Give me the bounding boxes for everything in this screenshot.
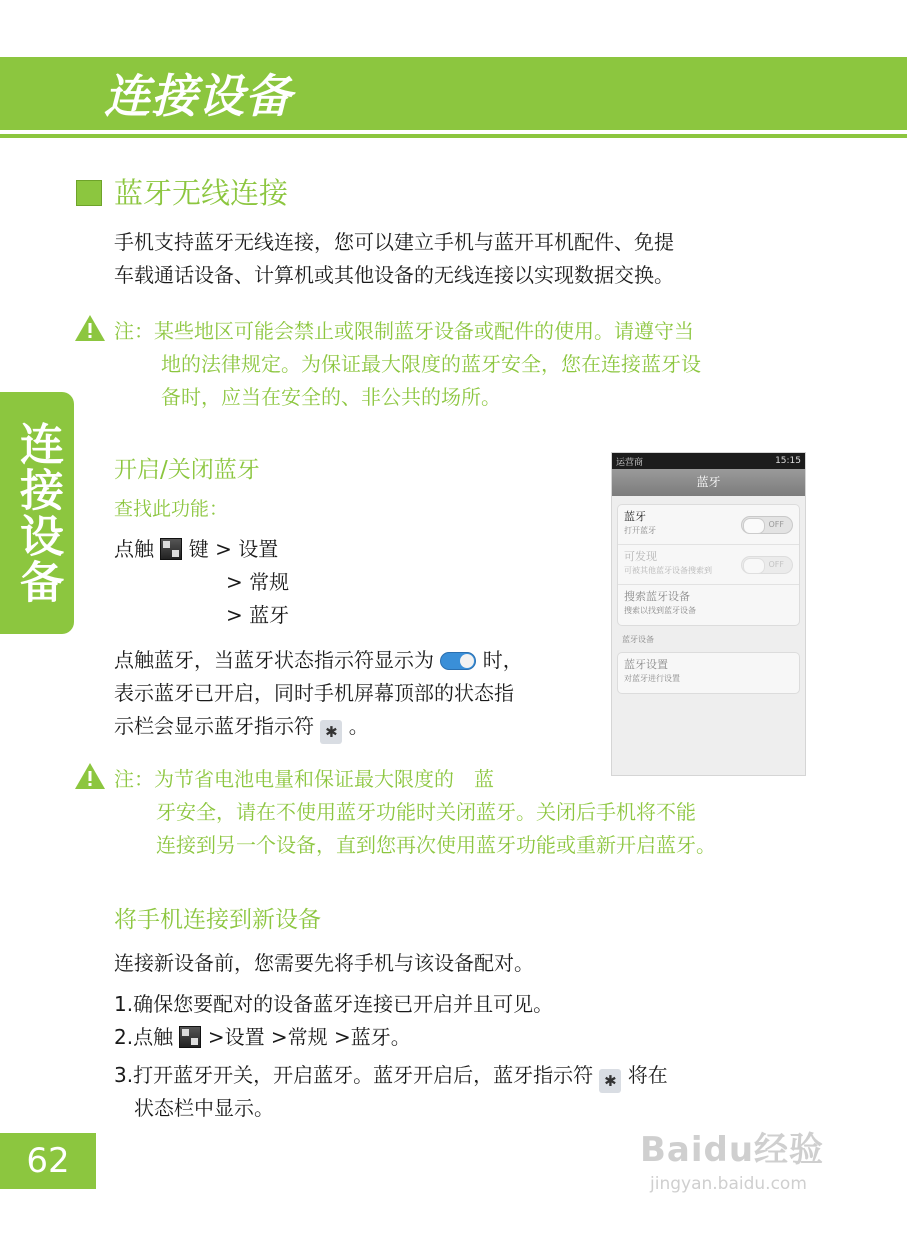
connect-step-2	[114, 1021, 411, 1054]
warning-icon	[73, 761, 107, 791]
connect-step-2-b: >设置 >常规 >蓝牙。	[207, 1025, 411, 1049]
phone-row-title: 搜索蓝牙设备	[624, 590, 690, 603]
note1-line-2: 地的法律规定。为保证最大限度的蓝牙安全，您在连接蓝牙设	[161, 352, 701, 376]
toggle-desc-text-d: 。	[348, 714, 369, 738]
note1-line-3: 备时，应当在安全的、非公共的场所。	[161, 385, 501, 409]
watermark-url: jingyan.baidu.com	[650, 1174, 807, 1194]
note2-line-3: 连接到另一个设备，直到您再次使用蓝牙功能或重新开启蓝牙。	[156, 833, 716, 857]
toggle-desc-line-1	[114, 644, 523, 677]
note2-line-1: 注：为节省电池电量和保证最大限度的 蓝	[114, 767, 494, 791]
bluetooth-icon: ✱	[320, 720, 342, 744]
toggle-desc-line-3	[114, 710, 369, 744]
find-feature-label: 查找此功能：	[114, 498, 229, 520]
phone-row-sub: 对蓝牙进行设置	[624, 674, 680, 683]
intro-line-2: 车载通话设备、计算机或其他设备的无线连接以实现数据交换。	[114, 263, 674, 287]
section-title: 蓝牙无线连接	[114, 176, 289, 210]
warning-icon	[73, 313, 107, 343]
page-title: 连接设备	[104, 69, 292, 123]
path-prefix: 点触	[114, 537, 154, 561]
connect-step-3-cont: 状态栏中显示。	[134, 1096, 274, 1120]
phone-row-title: 蓝牙	[624, 510, 646, 523]
section-bullet-icon	[76, 180, 102, 206]
toggle-on-icon	[440, 652, 476, 670]
phone-category-label: 蓝牙设备	[622, 635, 654, 644]
phone-row-bluetooth[interactable]	[618, 505, 799, 545]
menu-key-icon	[179, 1026, 201, 1048]
path-step-general: > 常规	[226, 570, 290, 594]
phone-row-sub: 搜索以找到蓝牙设备	[624, 606, 696, 615]
bluetooth-switch[interactable]: OFF	[741, 516, 793, 534]
path-key-label: 键	[188, 537, 209, 561]
path-line-1	[114, 533, 278, 566]
bluetooth-icon: ✱	[599, 1069, 621, 1093]
path-step-bluetooth: > 蓝牙	[226, 603, 290, 627]
side-chapter-tab	[0, 392, 74, 634]
phone-row-scan[interactable]	[618, 585, 799, 625]
phone-row-title: 可发现	[624, 550, 657, 563]
phone-carrier: 运营商	[616, 457, 644, 468]
intro-line-1: 手机支持蓝牙无线连接，您可以建立手机与蓝开耳机配件、免提	[114, 230, 674, 254]
discoverable-switch[interactable]: OFF	[741, 556, 793, 574]
connect-step-1: 1.确保您要配对的设备蓝牙连接已开启并且可见。	[114, 992, 554, 1016]
subsection-title-toggle: 开启/关闭蓝牙	[114, 457, 260, 483]
toggle-desc-text-a: 点触蓝牙，当蓝牙状态指示符显示为	[114, 648, 434, 672]
phone-settings-group-2	[617, 652, 800, 694]
phone-row-bt-settings[interactable]	[618, 653, 799, 693]
toggle-desc-text-c: 示栏会显示蓝牙指示符	[114, 714, 314, 738]
note1-line-1: 注：某些地区可能会禁止或限制蓝牙设备或配件的使用。请遵守当	[114, 319, 694, 343]
connect-step-3	[114, 1059, 668, 1093]
side-chapter-label: 连接设备	[12, 421, 63, 605]
phone-settings-group	[617, 504, 800, 626]
phone-status-bar	[612, 453, 805, 469]
phone-screenshot	[611, 452, 806, 776]
phone-row-sub: 可被其他蓝牙设备搜索到	[624, 566, 712, 575]
subsection-title-connect: 将手机连接到新设备	[114, 907, 321, 933]
menu-key-icon	[160, 538, 182, 560]
watermark-logo: Baidu经验	[640, 1130, 825, 1170]
page-number: 62	[0, 1133, 96, 1189]
toggle-desc-line-2: 表示蓝牙已开启，同时手机屏幕顶部的状态指	[114, 681, 514, 705]
watermark	[640, 1128, 860, 1212]
toggle-desc-text-b: 时，	[482, 648, 523, 672]
connect-step-3-a: 3.打开蓝牙开关，开启蓝牙。蓝牙开启后，蓝牙指示符	[114, 1063, 594, 1087]
phone-row-discoverable[interactable]	[618, 545, 799, 585]
phone-row-sub: 打开蓝牙	[624, 526, 656, 535]
phone-row-title: 蓝牙设置	[624, 658, 668, 671]
path-step-settings: > 设置	[215, 537, 279, 561]
connect-step-2-a: 2.点触	[114, 1025, 174, 1049]
connect-step-3-b: 将在	[627, 1063, 668, 1087]
header-divider	[0, 134, 907, 138]
note2-line-2: 牙安全，请在不使用蓝牙功能时关闭蓝牙。关闭后手机将不能	[156, 800, 696, 824]
phone-title-bar: 蓝牙	[612, 469, 805, 496]
phone-time: 15:15	[775, 456, 801, 466]
connect-intro: 连接新设备前，您需要先将手机与该设备配对。	[114, 951, 534, 975]
